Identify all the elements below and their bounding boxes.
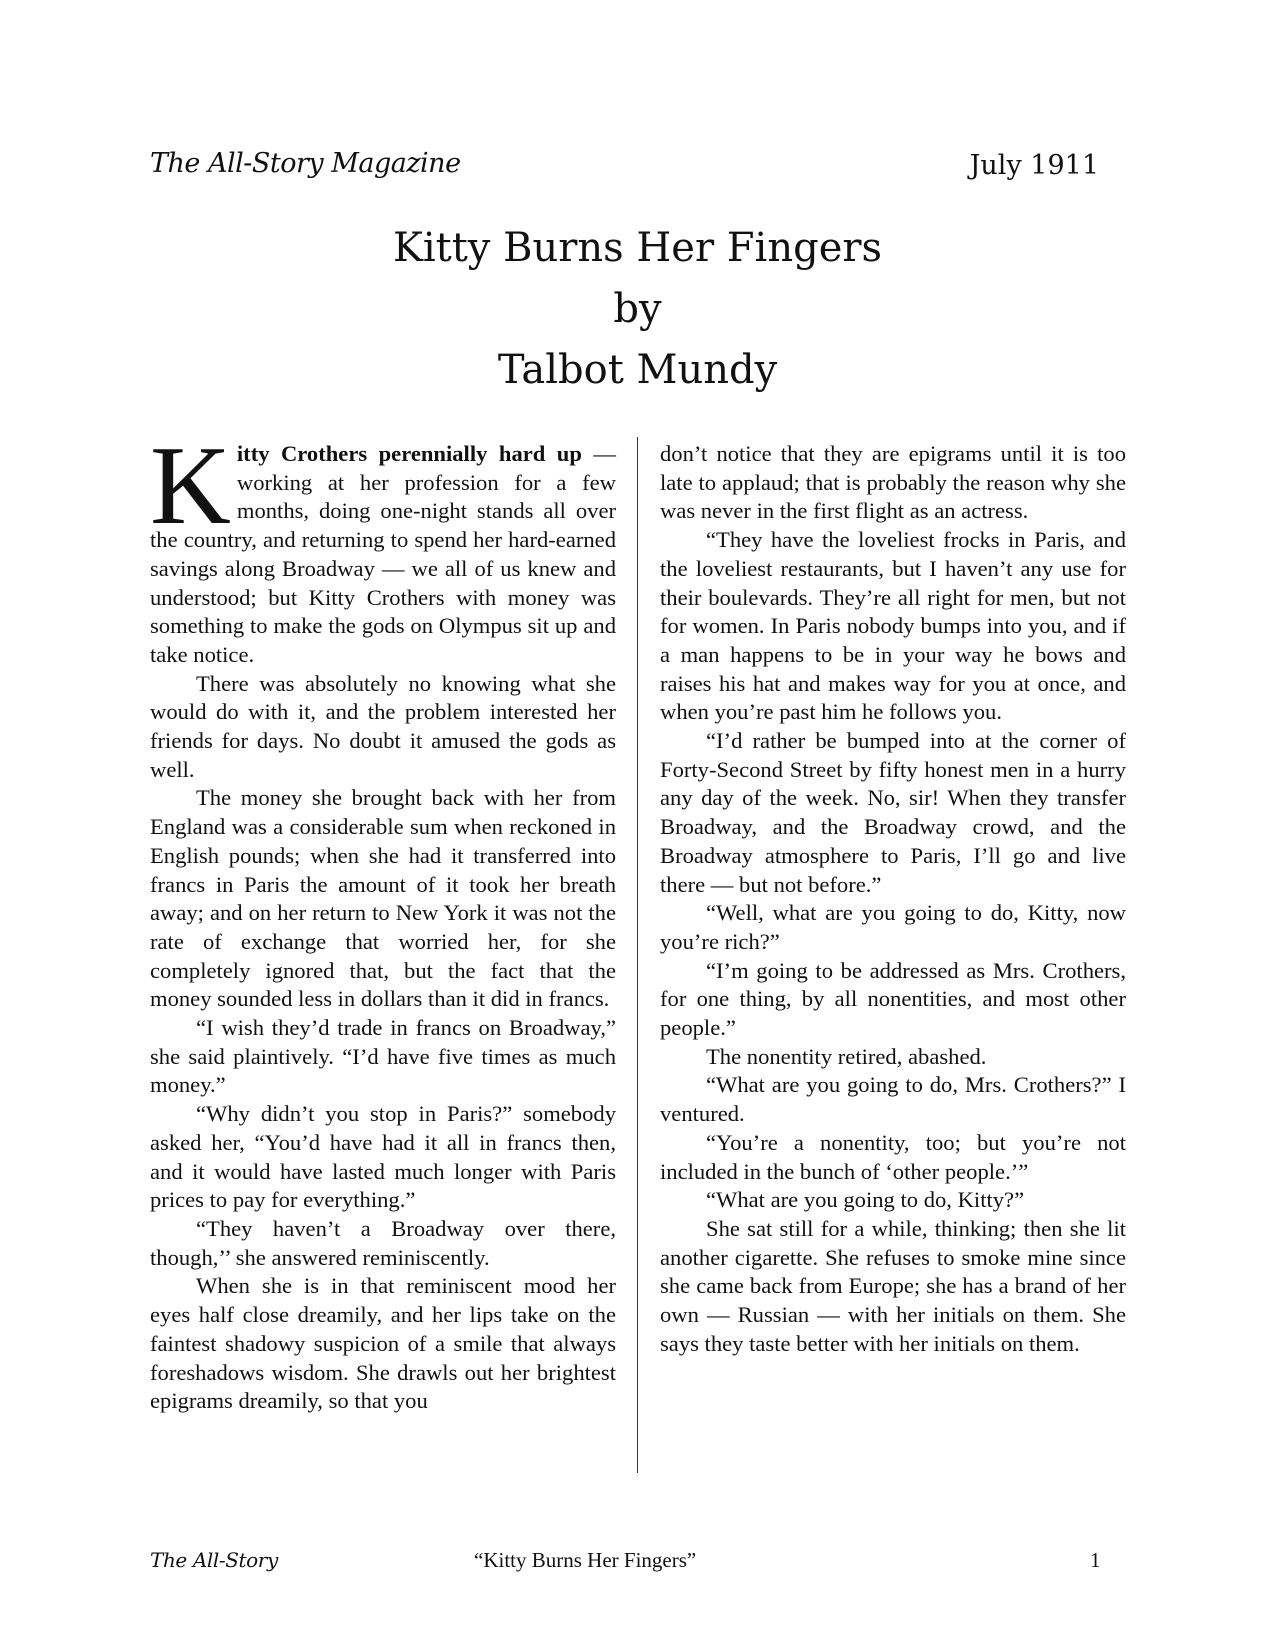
paragraph-7: When she is in that reminiscent mood her eyes half close dreamily, and her lips take on the faintest shadowy suspicion of a smile that always foreshadows wisdom. She drawls out her brightest epigrams dreamily, so that you (150, 1273, 616, 1414)
paragraph-1-text: — working at her profession for a few months, doing one-night stands all over the country, and returning to spend her hard-earned savings along Broadway — we all of us knew and understood; but Kitty Crothers with money was something to make the gods on Olympus sit up and take notice. (150, 441, 616, 667)
paragraph-16: She sat still for a while, thinking; then she lit another cigarette. She refuses to smoke mine since she came back from Europe; she has a brand of her own — Russian — with her initials on them. She says they taste better with her initials on them. (660, 1215, 1126, 1356)
paragraph-14: “You’re a nonentity, too; but you’re not included in the bunch of ‘other people.’” (660, 1129, 1126, 1184)
title-block (0, 218, 1275, 401)
left-column (150, 424, 616, 1416)
paragraph-10: “Well, what are you going to do, Kitty, now you’re rich?” (660, 900, 1126, 954)
column-divider (637, 437, 638, 1473)
paragraph-11: “I’m going to be addressed as Mrs. Crothers, for one thing, by all nonentities, and most other people.” (660, 957, 1126, 1041)
paragraph-6: “They haven’t a Broadway over there, though,’’ she answered reminiscently. (150, 1215, 616, 1270)
drop-cap: K (150, 424, 231, 548)
paragraph-15: “What are you going to do, Kitty?” (706, 1187, 1025, 1213)
footer-story-title: “Kitty Burns Her Fingers” (474, 1548, 697, 1572)
paragraph-12: The nonentity retired, abashed. (706, 1043, 987, 1069)
lead-in-text: itty Crothers perennially hard up (236, 441, 582, 466)
paragraph-9: “I’d rather be bumped into at the corner of Forty-Second Street by fifty honest men in a hurry any day of the week. No, sir! When they transfer Broadway, and the Broadway crowd, and the Broadway atmosphere to Paris, I’ll go and live there — but not before.” (660, 728, 1126, 897)
paragraph-3: The money she brought back with her from England was a considerable sum when reckoned in English pounds; when she had it transferred into francs in Paris the amount of it took her breath away; and on her return to New York it was not the rate of exchange that worried her, for she completely ignored that, but the fact that the money sounded less in dollars than it did in francs. (150, 785, 616, 1012)
story-title: Kitty Burns Her Fingers (392, 225, 883, 271)
paragraph-1 (150, 424, 616, 670)
footer-magazine: The All-Story (150, 1548, 278, 1572)
paragraph-4: “I wish they’d trade in francs on Broadway,” she said plaintively. “I’d have five times as much money.” (150, 1015, 616, 1098)
running-header-magazine: The All-Story Magazine (150, 148, 461, 179)
right-column (660, 440, 1126, 1359)
page-number: 1 (1090, 1548, 1101, 1572)
author-name: Talbot Mundy (497, 347, 778, 393)
paragraph-5: “Why didn’t you stop in Paris?” somebody asked her, “You’d have had it all in francs then, and it would have lasted much longer with Paris prices to pay for everything.” (150, 1101, 616, 1213)
running-header-date: July 1911 (969, 150, 1099, 181)
paragraph-8: “They have the loveliest frocks in Paris, and the loveliest restaurants, but I haven’t any use for their boulevards. They’re all right for men, but not for women. In Paris nobody bumps into you, and if a man happens to be in your way he bows and raises his hat and makes way for you at once, and when you’re past him he follows you. (660, 527, 1126, 725)
paragraph-2: There was absolutely no knowing what she would do with it, and the problem interested her friends for days. No doubt it amused the gods as well. (150, 670, 616, 782)
paragraph-13: “What are you going to do, Mrs. Crothers?” I ventured. (660, 1072, 1126, 1127)
paragraph-7-continued: don’t notice that they are epigrams until it is too late to applaud; that is probably the reason why she was never in the first flight as an actress. (660, 441, 1126, 524)
byline-by: by (613, 286, 662, 332)
